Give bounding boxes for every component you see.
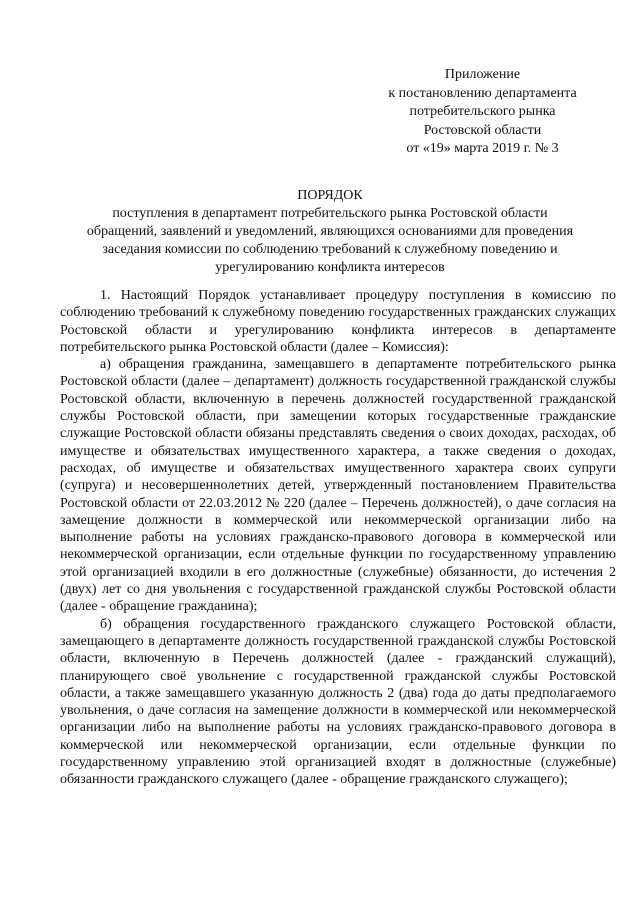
- subtitle-line: заседания комиссии по соблюдению требований к служебному поведению и: [102, 242, 558, 257]
- document-subtitle: [60, 205, 600, 277]
- subtitle-line: урегулированию конфликта интересов: [215, 260, 445, 275]
- appendix-block: [360, 66, 605, 159]
- document-title: ПОРЯДОК: [297, 188, 363, 203]
- subtitle-line: поступления в департамент потребительского рынка Ростовской области: [112, 206, 548, 221]
- paragraph-1: 1. Настоящий Порядок устанавливает процедуру поступления в комиссию по соблюдению требований к служебному поведению государственных гражданских служащих Ростовской области и урегулированию конфликта интересов в департаменте потребительского рынка Ростовской области (далее – Комиссия):: [60, 288, 616, 355]
- appendix-heading: Приложение: [444, 67, 521, 82]
- paragraph-a: а) обращения гражданина, замещавшего в департаменте потребительского рынка Ростовской области (далее – департамент) должность государственной гражданской службы Ростовской области, включенную в перечень должностей государственной гражданской службы Ростовской области, при замещении которых государственные гражданские служащие Ростовской области обязаны представлять сведения о своих доходах, расходах, об имуществе и обязательствах имущественного характера, а также сведения о доходах, расходах, об имуществе и обязательствах имущественного характера своих супруги (супруга) и несовершеннолетних детей, утвержденный постановлением Правительства Ростовской области от 22.03.2012 № 220 (далее – Перечень должностей), о даче согласия на замещение должности в коммерческой или некоммерческой организации либо на выполнение работы на условиях гражданско-правового договора в коммерческой или некоммерческой организации, если отдельные функции по государственному управлению этой организацией входили в его должностные (служебные) обязанности, до истечения 2 (двух) лет со дня увольнения с государственной гражданской службы Ростовской области (далее - обращение гражданина);: [60, 357, 616, 615]
- paragraph-b: б) обращения государственного гражданского служащего Ростовской области, замещающего в департаменте должность государственной гражданской службы Ростовской области, включенную в Перечень должностей (далее - гражданский служащий), планирующего своё увольнение с государственной гражданской службы Ростовской области, а также замещавшего указанную должность 2 (два) года до даты предполагаемого увольнения, о даче согласия на замещение должности в коммерческой или некоммерческой организации либо на выполнение работы на условиях гражданско-правового договора в коммерческой или некоммерческой организации, если отдельные функции по государственному управлению этой организацией входят в должностные (служебные) обязанности гражданского служащего (далее - обращение гражданского служащего);: [60, 616, 616, 788]
- subtitle-line: обращений, заявлений и уведомлений, являющихся основаниями для проведения: [86, 224, 574, 239]
- appendix-department: потребительского рынка: [409, 104, 556, 120]
- document-body: [60, 287, 616, 789]
- appendix-region: Ростовской области: [423, 122, 542, 138]
- appendix-reference: к постановлению департамента: [388, 85, 577, 101]
- appendix-date-number: от «19» марта 2019 г. № 3: [406, 141, 559, 157]
